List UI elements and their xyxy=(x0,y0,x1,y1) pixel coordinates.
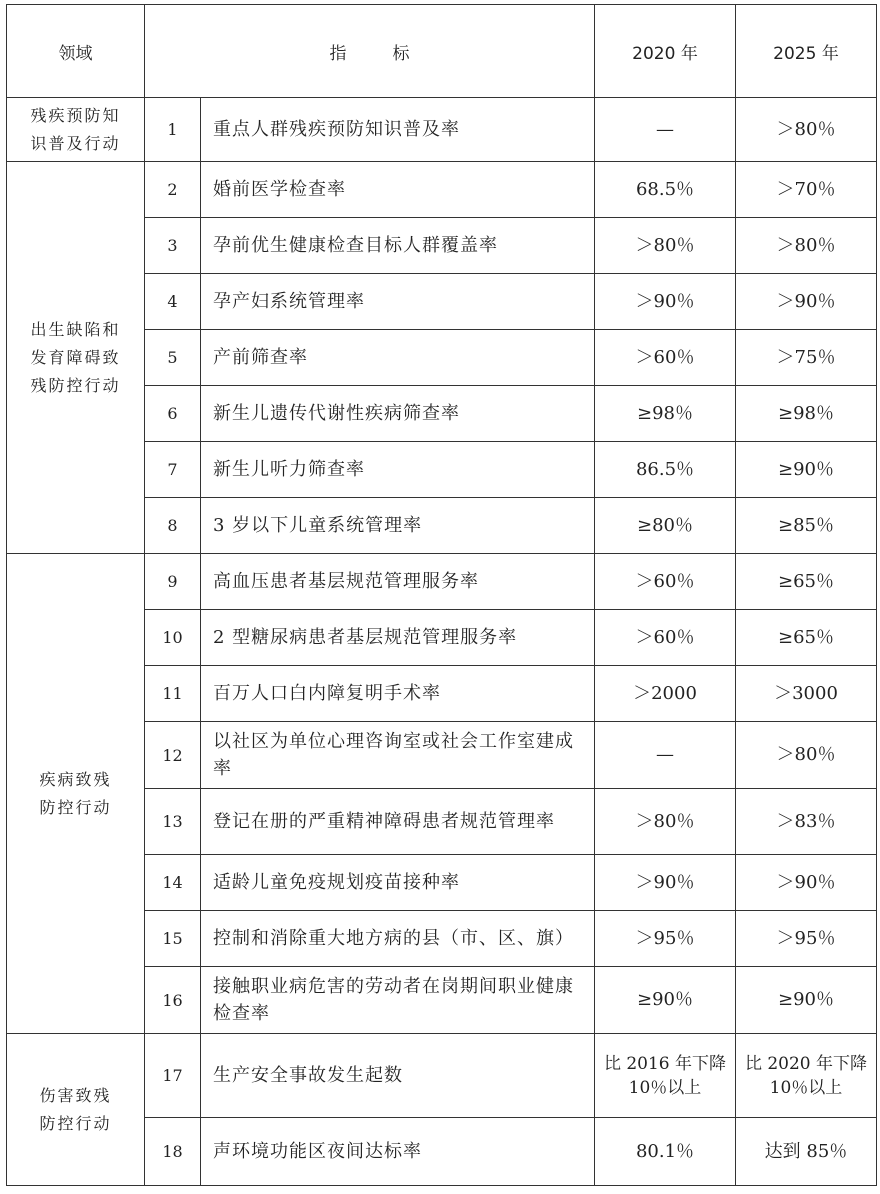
domain-line: 残防控行动 xyxy=(30,375,121,395)
value-2020: ＞2000 xyxy=(595,666,736,722)
indicator-name: 登记在册的严重精神障碍患者规范管理率 xyxy=(201,789,595,855)
indicator-name: 2 型糖尿病患者基层规范管理服务率 xyxy=(201,610,595,666)
row-number: 18 xyxy=(145,1118,201,1186)
value-2020: 80.1％ xyxy=(595,1118,736,1186)
domain-line: 识普及行动 xyxy=(30,133,121,153)
domain-cell xyxy=(7,554,145,1034)
value-2025: ≥65％ xyxy=(736,610,877,666)
value-2020: ≥80％ xyxy=(595,498,736,554)
row-number: 14 xyxy=(145,855,201,911)
value-2020: ＞60％ xyxy=(595,554,736,610)
value-2020: ＞90％ xyxy=(595,274,736,330)
value-2025: ≥90％ xyxy=(736,967,877,1034)
row-number: 13 xyxy=(145,789,201,855)
indicator-name: 控制和消除重大地方病的县（市、区、旗） xyxy=(201,911,595,967)
indicator-name: 高血压患者基层规范管理服务率 xyxy=(201,554,595,610)
value-2020: ≥90％ xyxy=(595,967,736,1034)
value-2025: ≥85％ xyxy=(736,498,877,554)
row-number: 8 xyxy=(145,498,201,554)
value-2020: ＞60％ xyxy=(595,610,736,666)
row-number: 11 xyxy=(145,666,201,722)
indicator-name: 生产安全事故发生起数 xyxy=(201,1034,595,1118)
header-indicator-char-2: 标 xyxy=(392,43,410,64)
value-2020: ＞90％ xyxy=(595,855,736,911)
domain-line: 残疾预防知 xyxy=(30,105,121,125)
row-number: 15 xyxy=(145,911,201,967)
row-number: 1 xyxy=(145,98,201,162)
row-number: 12 xyxy=(145,722,201,789)
value-2020: ＞95％ xyxy=(595,911,736,967)
value-2020: 68.5％ xyxy=(595,162,736,218)
domain-cell xyxy=(7,98,145,162)
indicator-name: 孕产妇系统管理率 xyxy=(201,274,595,330)
value-2025: ＞3000 xyxy=(736,666,877,722)
indicator-name: 婚前医学检查率 xyxy=(201,162,595,218)
domain-cell xyxy=(7,162,145,554)
row-number: 16 xyxy=(145,967,201,1034)
value-2025: ＞90％ xyxy=(736,855,877,911)
header-domain: 领域 xyxy=(7,5,145,98)
row-number: 5 xyxy=(145,330,201,386)
indicator-name: 新生儿听力筛查率 xyxy=(201,442,595,498)
value-2025: ＞90％ xyxy=(736,274,877,330)
value-2020: ≥98％ xyxy=(595,386,736,442)
value-2025: ≥65％ xyxy=(736,554,877,610)
domain-line: 疾病致残 xyxy=(39,769,112,789)
value-2025: ≥90％ xyxy=(736,442,877,498)
indicator-name: 接触职业病危害的劳动者在岗期间职业健康检查率 xyxy=(201,967,595,1034)
row-number: 9 xyxy=(145,554,201,610)
row-number: 3 xyxy=(145,218,201,274)
value-2020: ＞60％ xyxy=(595,330,736,386)
indicator-name: 新生儿遗传代谢性疾病筛查率 xyxy=(201,386,595,442)
row-number: 4 xyxy=(145,274,201,330)
value-2025: 比 2020 年下降 10％以上 xyxy=(736,1034,877,1118)
domain-cell xyxy=(7,1034,145,1186)
value-2025: ＞80％ xyxy=(736,218,877,274)
value-2025: 达到 85％ xyxy=(736,1118,877,1186)
domain-line: 伤害致残 xyxy=(39,1085,112,1105)
indicator-name: 重点人群残疾预防知识普及率 xyxy=(201,98,595,162)
indicator-name: 3 岁以下儿童系统管理率 xyxy=(201,498,595,554)
row-number: 2 xyxy=(145,162,201,218)
header-2020: 2020 年 xyxy=(595,5,736,98)
indicator-name: 孕前优生健康检查目标人群覆盖率 xyxy=(201,218,595,274)
table-row xyxy=(7,98,877,162)
value-2020: 比 2016 年下降 10％以上 xyxy=(595,1034,736,1118)
table-row xyxy=(7,1034,877,1118)
value-2020: — xyxy=(595,722,736,789)
domain-line: 出生缺陷和 xyxy=(30,319,121,339)
row-number: 10 xyxy=(145,610,201,666)
indicator-name: 声环境功能区夜间达标率 xyxy=(201,1118,595,1186)
value-2025: ＞83％ xyxy=(736,789,877,855)
header-indicator xyxy=(145,5,595,98)
value-2025: ＞70％ xyxy=(736,162,877,218)
indicator-name: 百万人口白内障复明手术率 xyxy=(201,666,595,722)
value-2025: ＞80％ xyxy=(736,98,877,162)
value-2020: — xyxy=(595,98,736,162)
header-indicator-char-1: 指 xyxy=(329,43,347,64)
value-2025: ≥98％ xyxy=(736,386,877,442)
header-row xyxy=(7,5,877,98)
indicator-name: 产前筛查率 xyxy=(201,330,595,386)
row-number: 6 xyxy=(145,386,201,442)
row-number: 7 xyxy=(145,442,201,498)
row-number: 17 xyxy=(145,1034,201,1118)
indicator-name: 以社区为单位心理咨询室或社会工作室建成率 xyxy=(201,722,595,789)
value-2020: ＞80％ xyxy=(595,789,736,855)
header-2025: 2025 年 xyxy=(736,5,877,98)
value-2020: 86.5％ xyxy=(595,442,736,498)
table-row xyxy=(7,162,877,218)
value-2025: ＞95％ xyxy=(736,911,877,967)
domain-line: 发育障碍致 xyxy=(30,347,121,367)
value-2025: ＞75％ xyxy=(736,330,877,386)
indicator-name: 适龄儿童免疫规划疫苗接种率 xyxy=(201,855,595,911)
value-2025: ＞80％ xyxy=(736,722,877,789)
domain-line: 防控行动 xyxy=(39,1113,112,1133)
table-row xyxy=(7,554,877,610)
value-2020: ＞80％ xyxy=(595,218,736,274)
domain-line: 防控行动 xyxy=(39,797,112,817)
indicator-table xyxy=(6,4,877,1186)
